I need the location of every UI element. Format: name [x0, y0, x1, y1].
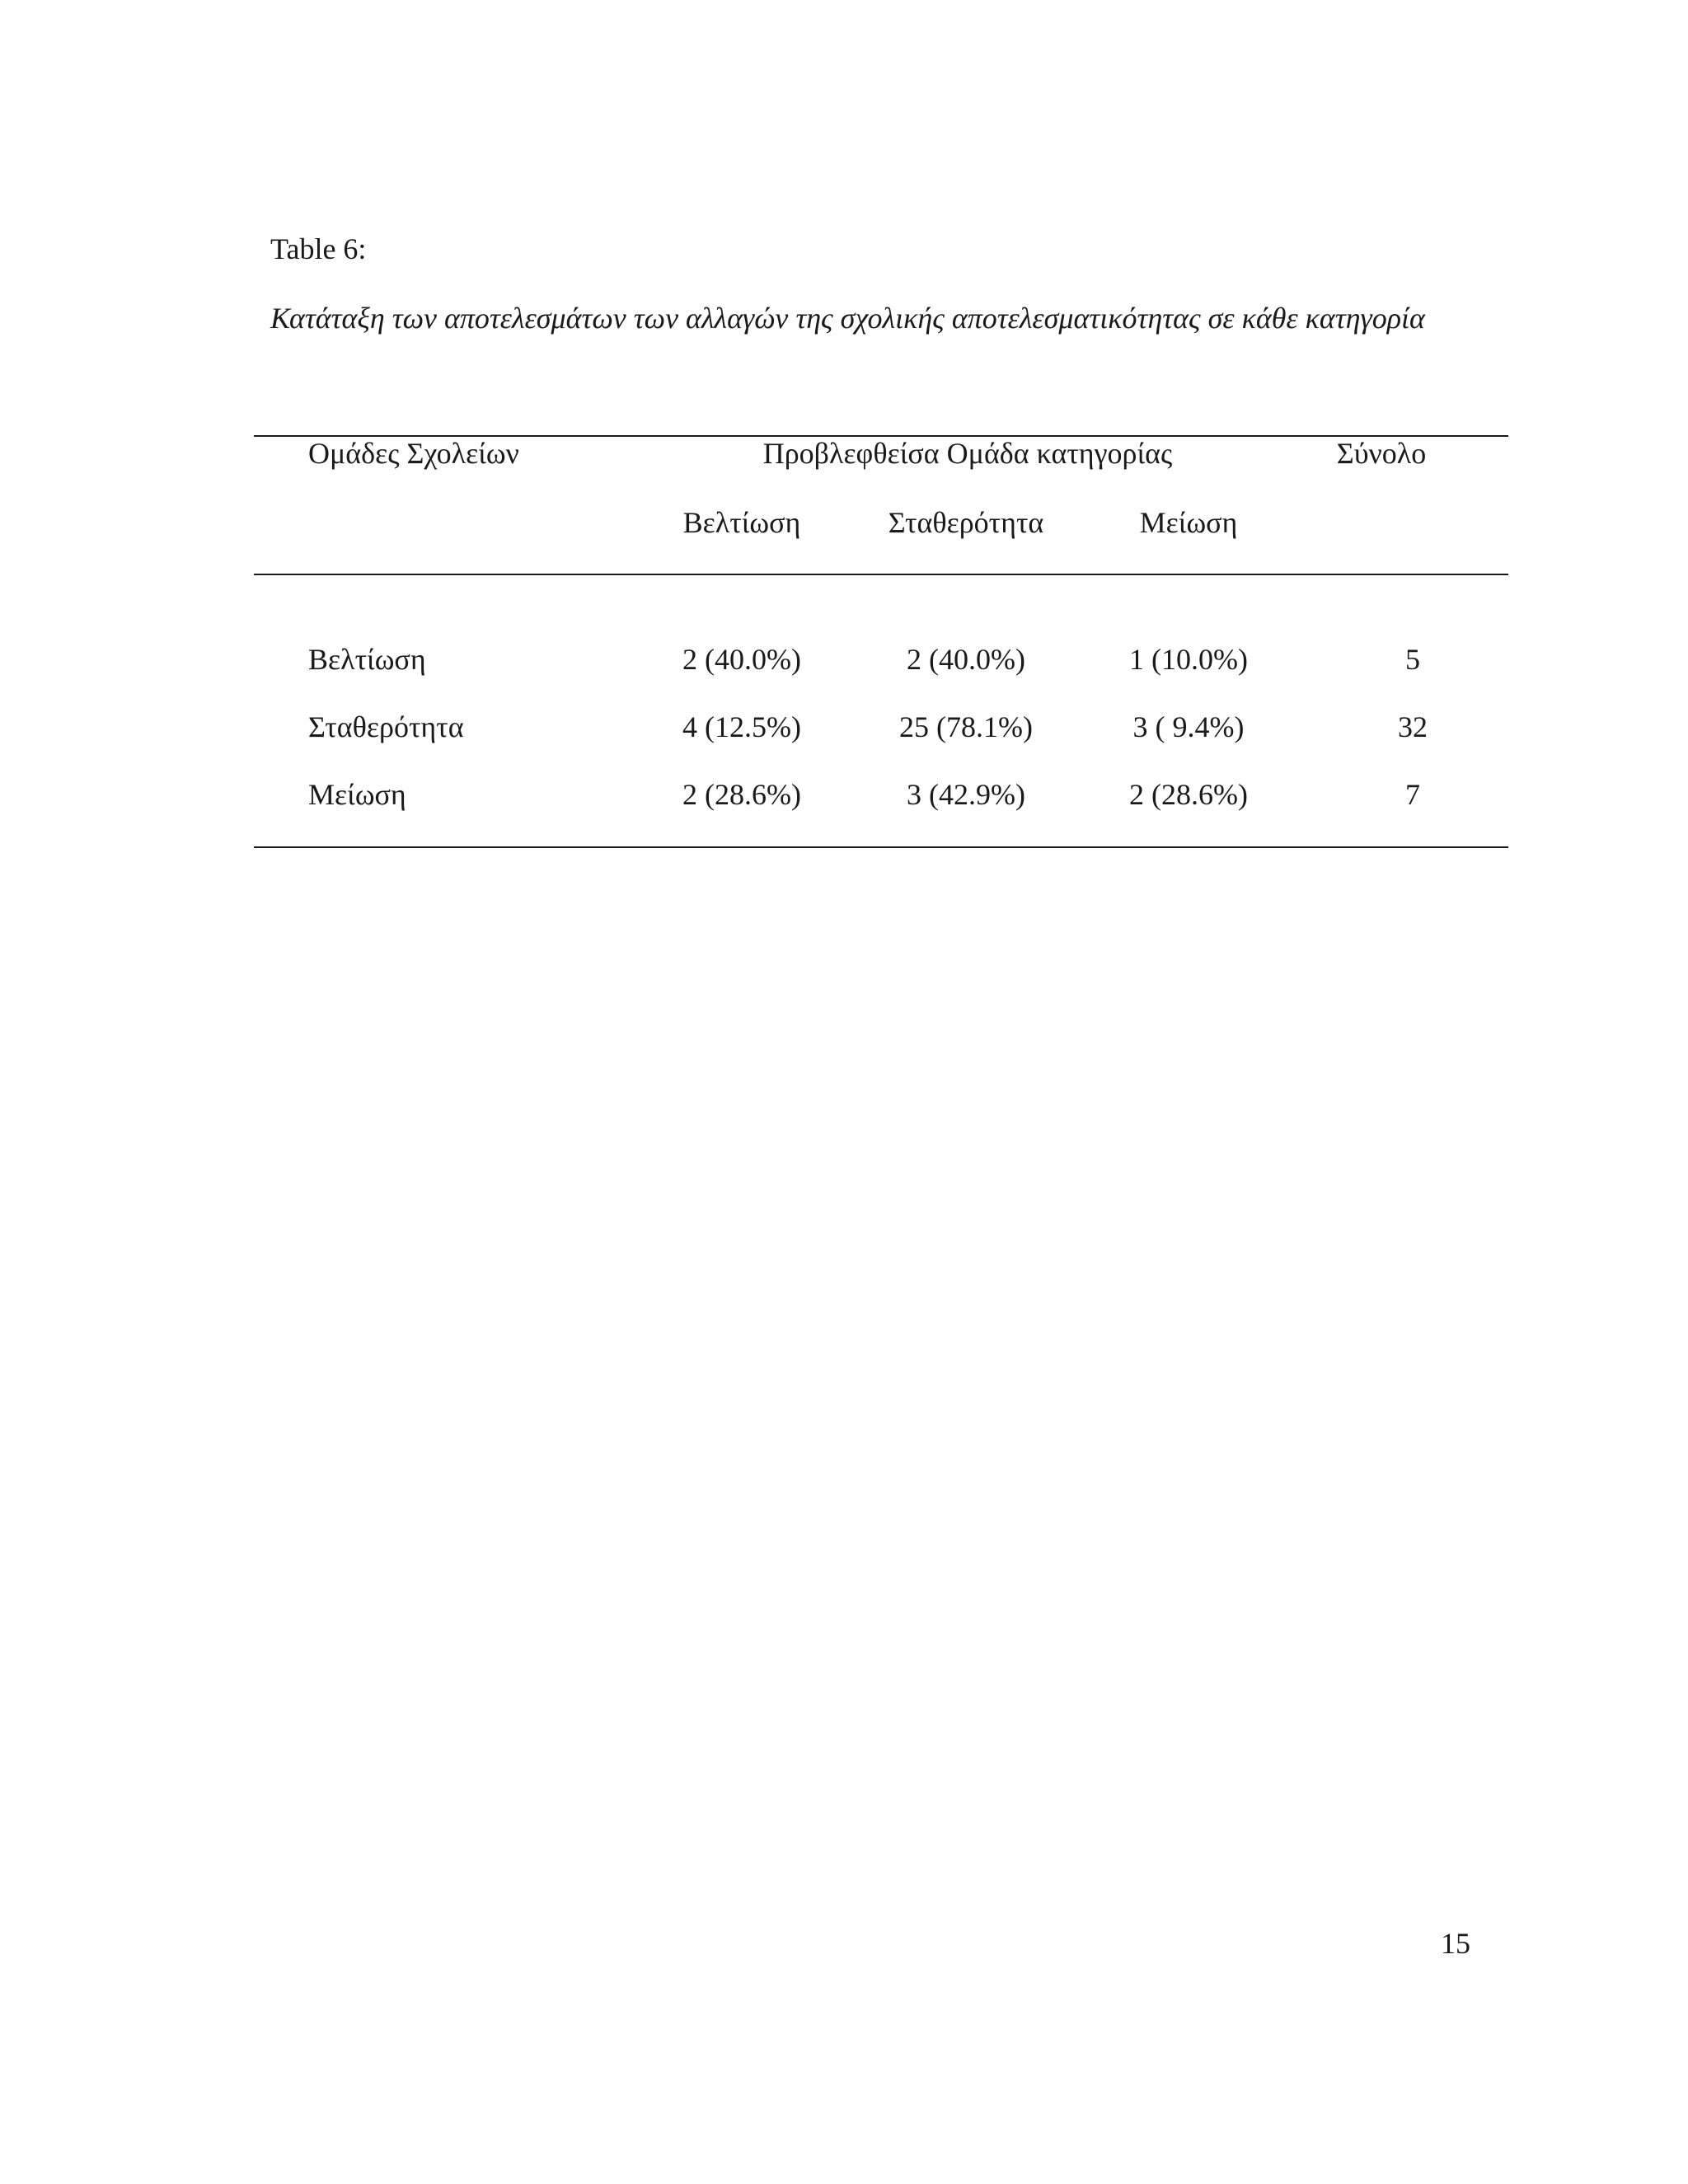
- table-cell: 4 (12.5%): [682, 710, 801, 743]
- table-cell: 2 (28.6%): [682, 778, 801, 811]
- table-row-total: 5: [1405, 643, 1420, 676]
- table-cell: 2 (40.0%): [682, 643, 801, 676]
- table-label: Table 6:: [270, 232, 367, 265]
- table-cell: 2 (40.0%): [907, 643, 1025, 676]
- table-cell: 1 (10.0%): [1129, 643, 1248, 676]
- header-col-decline: Μείωση: [1139, 506, 1238, 539]
- table-row-total: 32: [1398, 710, 1428, 743]
- table-cell: 3 ( 9.4%): [1132, 710, 1245, 743]
- table-cell: 2 (28.6%): [1129, 778, 1248, 811]
- table-cell: 25 (78.1%): [899, 710, 1033, 743]
- header-col-stability: Σταθερότητα: [888, 506, 1044, 539]
- header-row-group-label: Ομάδες Σχολείων: [308, 437, 519, 470]
- header-total: Σύνολο: [1336, 437, 1427, 470]
- table-bottom-rule: [254, 846, 1508, 848]
- table-row-label: Βελτίωση: [308, 643, 426, 676]
- table-caption: Κατάταξη των αποτελεσμάτων των αλλαγών της σχολικής αποτελεσματικότητας σε κάθε κατηγορία: [270, 302, 1425, 335]
- page-number: 15: [1441, 1927, 1470, 1960]
- table-header-rule: [254, 574, 1508, 575]
- table-cell: 3 (42.9%): [907, 778, 1025, 811]
- table-row-label: Μείωση: [308, 778, 406, 811]
- header-spanner: Προβλεφθείσα Ομάδα κατηγορίας: [762, 437, 1173, 470]
- table-row-label: Σταθερότητα: [308, 710, 464, 743]
- table-row-total: 7: [1405, 778, 1420, 811]
- header-col-improvement: Βελτίωση: [682, 506, 801, 539]
